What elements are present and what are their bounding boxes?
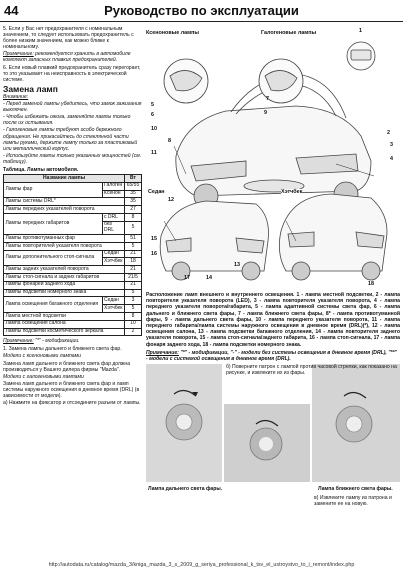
paragraph-fuse-blows: 6. Если новый плавкий предохранитель сразу перегорает, то это указывает на неисправность в электрической системе. (3, 64, 141, 83)
lamps-table (3, 174, 142, 336)
callout-number: 7 (266, 96, 269, 102)
attention-item: - Галогеновые лампы требуют особо бережного обращения. Не прикасайтесь до стеклянной части лампы руками, держите лампу только за пластиковый или металлический корпус. (3, 127, 138, 152)
paragraph-halogen-replacement: Замена ламп дальнего и ближнего света фар и ламп системы наружного освещения в дневное время (DRL) (в зависимости от модели). (3, 380, 140, 400)
table-row: Лампы подсветки косметического зеркала 2 (4, 328, 142, 336)
page-number: 44 (4, 3, 19, 18)
table-row: Лампы задних указателей поворота 21 (4, 266, 142, 274)
lamp-location-diagram (146, 26, 400, 291)
callout-number: 6 (151, 112, 154, 118)
right-column (146, 26, 400, 514)
note-spare-fuses: Примечание: рекомендуется хранить в автомобиле комплект запасных плавких предохранителей. (3, 51, 131, 64)
step-headlamp-replacement: 1. Замена лампы дальнего и ближнего света фар. (3, 346, 122, 353)
table-row: Лампы повторителей указателя поворота 5 (4, 242, 142, 250)
table-row: Лампа местной подсветки 8 (4, 312, 142, 320)
table-row: Лампы стоп-сигнала и задних габаритов 21/5 (4, 274, 142, 282)
table-row: Лампы противотуманных фар 51 (4, 235, 142, 243)
paragraph-xenon-dealer: Замена ламп дальнего и ближнего света фар должна производиться у Вашего дилера фирмы "Mazda". (3, 360, 131, 373)
callout-number: 4 (390, 156, 393, 162)
table-row: Лампы системы DRL* 35 (4, 198, 142, 206)
callout-number: 12 (168, 197, 174, 203)
callout-number: 1 (359, 28, 362, 34)
table-row: Хэтчбек 5 (4, 305, 142, 313)
caption-high-beam: Лампа дальнего света фары. (148, 486, 223, 493)
table-row: Лампа освещения салона 10 (4, 320, 142, 328)
attention-label: Внимание: (3, 93, 29, 100)
column-header-watts: Вт (125, 175, 142, 183)
attention-item: - Перед заменой лампы убедитесь, что замок зажигания выключен. (3, 101, 142, 114)
label-halogen-lamps: Галогеновые лампы (261, 30, 317, 36)
callout-number: 16 (151, 251, 157, 257)
table-row: Ксенон 35 (4, 190, 142, 198)
callout-number: 3 (390, 142, 393, 148)
attention-item: - Чтобы избежать ожога, заменяйте лампы только после их остывания. (3, 114, 131, 127)
page-header (0, 0, 403, 22)
callout-number: 18 (368, 281, 374, 287)
paragraph-fuse-rating: 5. Если у Вас нет предохранителя с номинальным значением, то следует использовать предохранитель с более низким значением, как можно ближе к номинальному. (3, 26, 134, 51)
table-row: Хэтчбек 18 (4, 258, 142, 266)
section-title-lamp-replacement: Замена ламп (3, 83, 58, 94)
caption-low-beam: Лампа ближнего света фары. (318, 486, 393, 493)
callout-number: 15 (151, 236, 157, 242)
table-row: Лампы передних указателей поворота 27 (4, 206, 142, 214)
step-a-disconnect: а) Нажмите на фиксатор и отсоедините разъем от лампы. (3, 400, 141, 407)
table-row: Лампы передних габаритов с DRL 8 (4, 213, 142, 221)
legend-note: Примечание: "*" - модификации, "-" - модели без системы освещения в дневное время (DRL), "**" - модели с системой освещения в дневное время (DRL). (146, 349, 398, 363)
page-title: Руководство по эксплуатации (104, 3, 299, 18)
note-modifications: Примечание: "*" - модификации. (3, 338, 80, 345)
attention-item: - Используйте лампы только указанных мощностей (см. таблицу). (3, 152, 142, 165)
label-xenon-lamps: Ксеноновые лампы (146, 30, 199, 36)
photo-strip (146, 364, 400, 514)
left-column (3, 26, 142, 407)
column-header-name: Название лампы (4, 175, 125, 183)
callout-number: 9 (264, 110, 267, 116)
table-row: Лампы подсветки номерного знака 5 (4, 289, 142, 297)
table-row: Лампа освещения багажного отделения Седан 3 (4, 297, 142, 305)
callout-number: 14 (206, 275, 212, 281)
step-b-rotate: б) Поверните патрон с лампой против часовой стрелки, как показано на рисунке, и извлеките их из фары. (226, 364, 397, 377)
label-sedan: Седан (148, 189, 165, 195)
callout-number: 17 (184, 275, 190, 281)
callout-number: 5 (151, 102, 154, 108)
table-header-row (4, 175, 142, 183)
callout-number: 8 (168, 138, 171, 144)
label-hatchback: Хэтчбек (281, 189, 303, 195)
subheading-halogen-models: Модели с галогеновыми лампами (3, 373, 84, 380)
table-row: без DRL 5 (4, 221, 142, 234)
table-row: Лампы дополнительного стоп-сигнала Седан 21 (4, 250, 142, 258)
footer-url: http://autodata.ru/catalog/mazda_3/kniga_mazda_3_s_2009_g_seriya_professional_k_tsv_el_ustroystvo_to_i_remont/index.php (48, 562, 355, 568)
table-caption: Таблица. Лампы автомобиля. (3, 166, 79, 173)
step-c-replace: в) Извлеките лампу из патрона и замените ее на новую. (314, 495, 392, 508)
subheading-xenon-models: Модели с ксеноновыми лампами (3, 353, 81, 360)
table-row: Лампы фар Галоген 65/55 (4, 182, 142, 190)
table-row: Лампы фонарей заднего хода 21 (4, 281, 142, 289)
car-illustration (146, 26, 400, 291)
callout-number: 2 (387, 130, 390, 136)
lamp-legend: Расположение ламп внешнего и внутреннего освещения. 1 - лампа местной подсветки, 2 - лампа повторителя указателя поворота (LED), 3 - лампа повторителя указателя поворота, 4 - лампа переднего указателя поворота/габарита, 5 - лампа адаптивной системы света фар, 6 - лампа дальнего и ближнего света фары, 7 - лампа ближнего света фары, 8* - лампа противотуманной фары, 9 - лампа дальнего света фары, 10 - лампа переднего указателя поворота, 11 - лампа переднего габарита/лампа системы наружного освещения в дневное время (DRL)(*), 12 - лампа освещения салона, 13 - лампа подсветки багажного отделения, 14 - лампа повторителя заднего указателя поворота, 15 - лампа стоп-сигнала/заднего габарита, 16 - лампа стоп-сигнала, 17 - лампа фонаря заднего хода, 18 - лампа подсветки номерного знака. (146, 292, 400, 348)
callout-number: 11 (151, 150, 157, 156)
callout-number: 13 (234, 262, 240, 268)
callout-number: 10 (151, 126, 157, 132)
